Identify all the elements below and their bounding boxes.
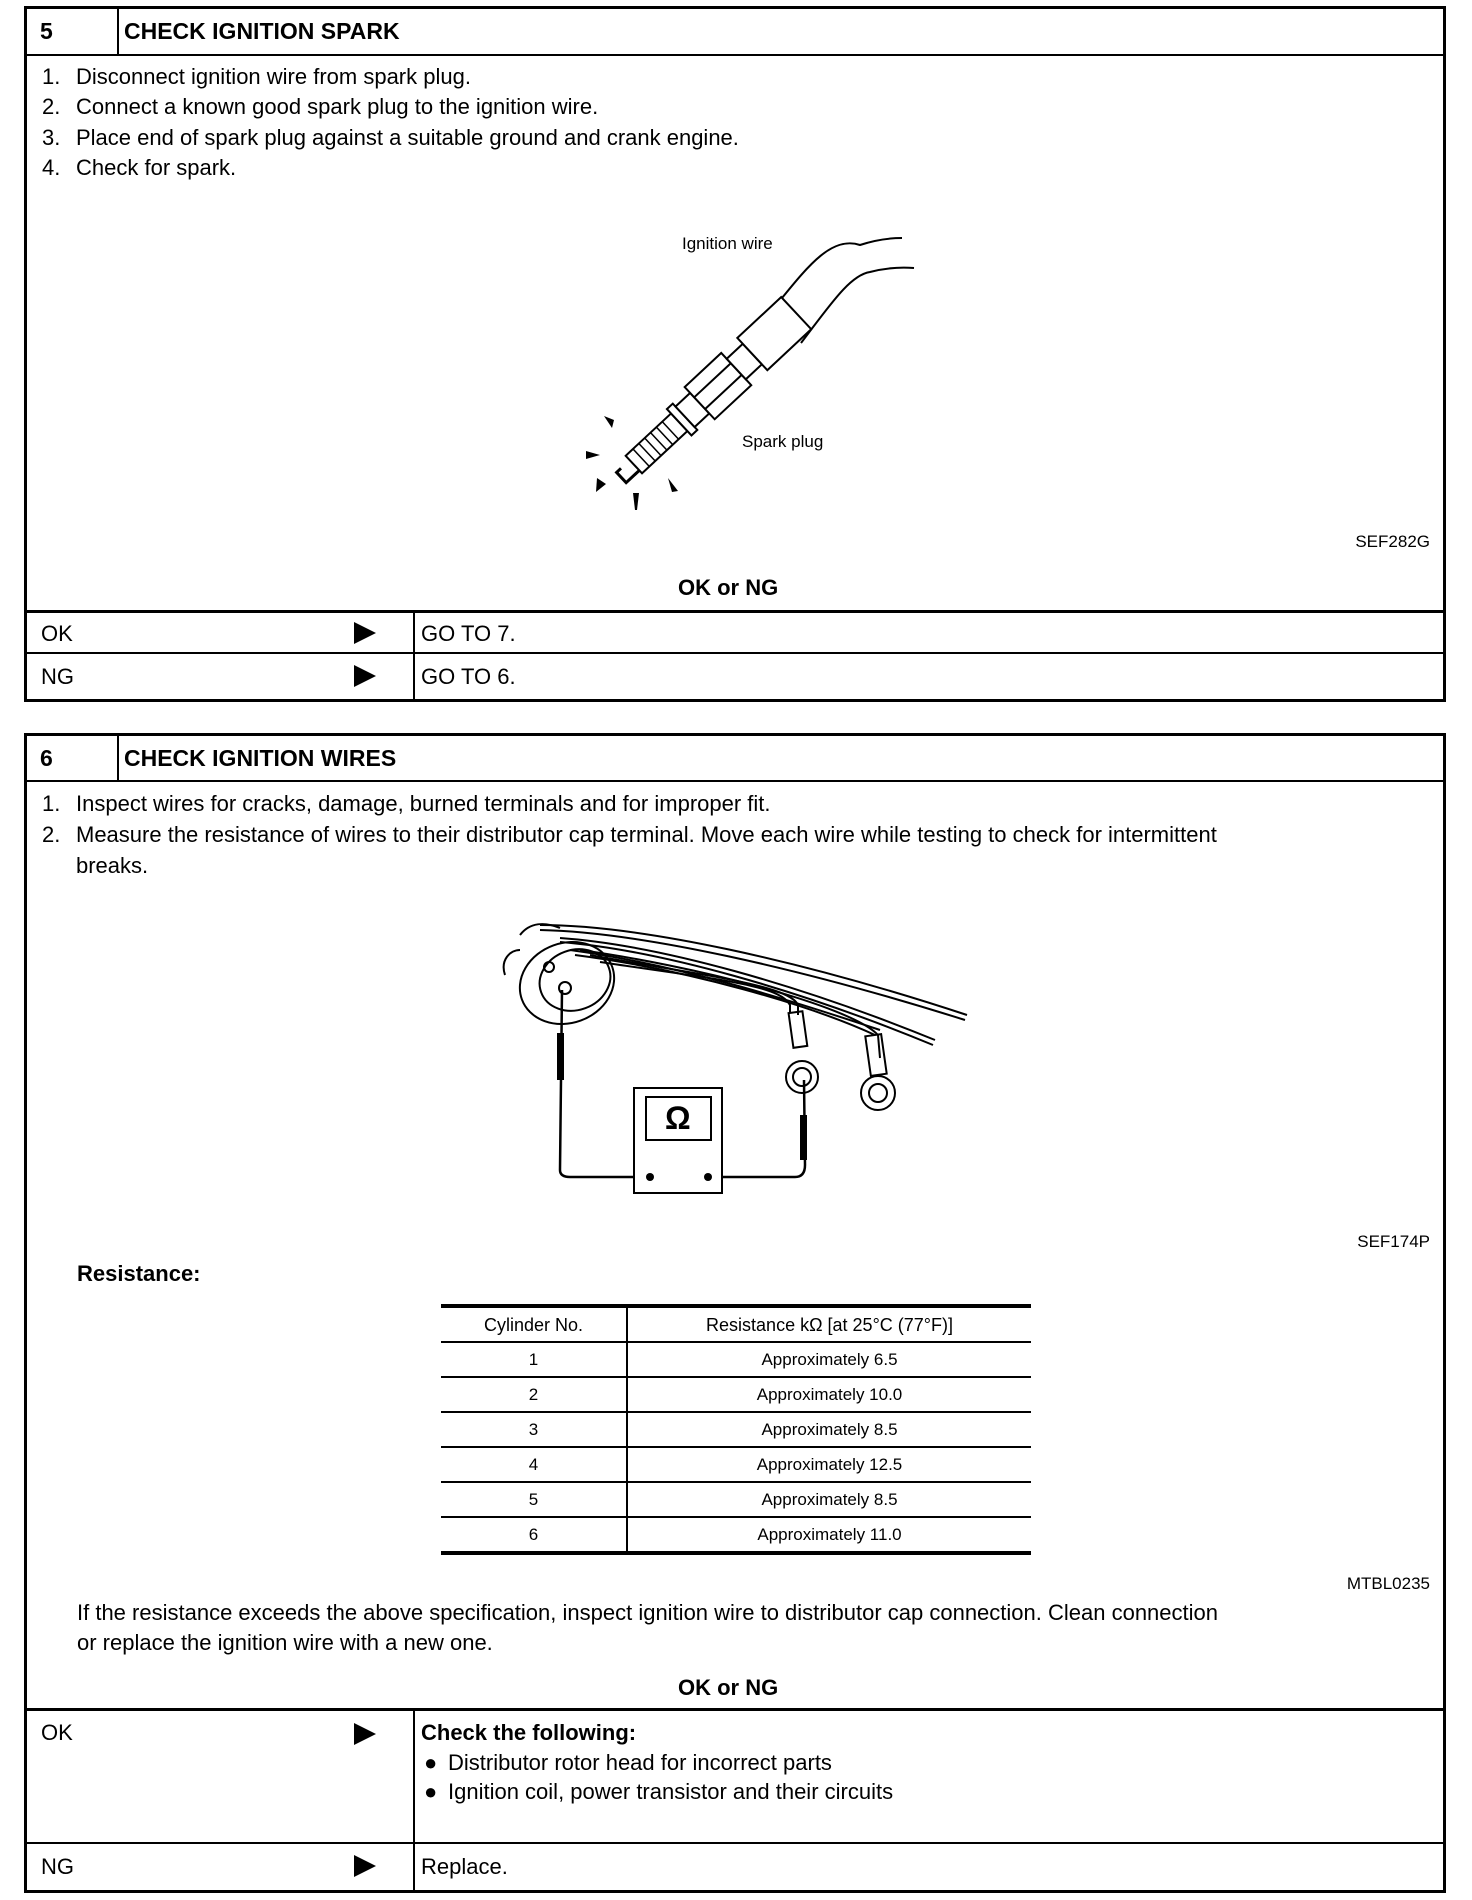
step5-ok-or-ng: OK or NG bbox=[678, 575, 779, 600]
ignition-wire-label: Ignition wire bbox=[682, 234, 773, 253]
ohm-symbol: Ω bbox=[665, 1100, 691, 1136]
resistance-value: Approximately 8.5 bbox=[761, 1419, 898, 1439]
step6-results-divider bbox=[24, 1708, 1446, 1711]
ok-check-item: Ignition coil, power transistor and their circuits bbox=[448, 1779, 894, 1804]
step5-step-num: 1. bbox=[42, 64, 61, 89]
cylinder-no: 1 bbox=[441, 1342, 627, 1377]
step5-title: CHECK IGNITION SPARK bbox=[124, 18, 400, 44]
table-header: Resistance kΩ [at 25°C (77°F)] bbox=[706, 1314, 953, 1335]
cylinder-no: 6 bbox=[441, 1517, 627, 1553]
bullet-icon: ● bbox=[424, 1750, 438, 1775]
table-row bbox=[441, 1377, 1031, 1412]
resistance-value: Approximately 8.5 bbox=[761, 1489, 898, 1509]
step5-number: 5 bbox=[40, 18, 53, 44]
resistance-value: Approximately 10.0 bbox=[756, 1384, 903, 1404]
step6-step-text-cont: breaks. bbox=[76, 853, 149, 878]
result-status-ok: OK bbox=[41, 621, 73, 646]
arrow-right-icon bbox=[354, 1855, 376, 1877]
resistance-table bbox=[441, 1304, 1031, 1555]
plug-boot-1 bbox=[786, 1011, 818, 1093]
step6-row-divider bbox=[24, 1842, 1446, 1844]
result-status-ng: NG bbox=[41, 1854, 74, 1879]
table-code: MTBL0235 bbox=[1346, 1574, 1430, 1593]
table-row bbox=[441, 1482, 1031, 1517]
result-action-ok: GO TO 7. bbox=[421, 621, 516, 646]
distributor-cap bbox=[504, 924, 626, 1037]
probe-right bbox=[800, 1115, 807, 1160]
arrow-right-icon bbox=[354, 1723, 376, 1745]
step6-ok-or-ng: OK or NG bbox=[678, 1675, 779, 1700]
step5-step-num: 3. bbox=[42, 125, 61, 150]
step5-step-num: 2. bbox=[42, 94, 61, 119]
resistance-value: Approximately 12.5 bbox=[756, 1454, 903, 1474]
resistance-value: Approximately 11.0 bbox=[757, 1524, 902, 1544]
step5-step-text: Disconnect ignition wire from spark plug. bbox=[76, 64, 471, 89]
result-status-ok: OK bbox=[41, 1720, 73, 1745]
note-text-cont: or replace the ignition wire with a new one. bbox=[77, 1630, 493, 1655]
step6-title: CHECK IGNITION WIRES bbox=[124, 745, 397, 771]
table-row bbox=[441, 1517, 1031, 1553]
step5-step-text: Connect a known good spark plug to the ignition wire. bbox=[76, 94, 599, 119]
ok-check-heading: Check the following: bbox=[421, 1720, 637, 1745]
result-action-ng: GO TO 6. bbox=[421, 664, 516, 689]
ok-check-item: Distributor rotor head for incorrect parts bbox=[448, 1750, 832, 1775]
cylinder-no: 3 bbox=[441, 1412, 627, 1447]
probe-left bbox=[557, 1033, 564, 1080]
table-row bbox=[441, 1342, 1031, 1377]
spark-plug-label: Spark plug bbox=[742, 432, 824, 451]
figure-code: SEF174P bbox=[1357, 1232, 1430, 1251]
cylinder-no: 2 bbox=[441, 1377, 627, 1412]
step6-step-num: 1. bbox=[42, 791, 61, 816]
step6-step-text: Inspect wires for cracks, damage, burned terminals and for improper fit. bbox=[76, 791, 771, 816]
resistance-value: Approximately 6.5 bbox=[761, 1349, 898, 1369]
cylinder-no: 5 bbox=[441, 1482, 627, 1517]
result-action-ng: Replace. bbox=[421, 1854, 508, 1879]
resistance-label: Resistance: bbox=[77, 1261, 201, 1286]
step6-col-divider bbox=[413, 1709, 415, 1891]
figure-code: SEF282G bbox=[1355, 532, 1430, 551]
note-text: If the resistance exceeds the above specification, inspect ignition wire to distributor cap connection. Clean connection bbox=[77, 1600, 1218, 1625]
step5-step-text: Check for spark. bbox=[76, 155, 237, 180]
cylinder-no: 4 bbox=[441, 1447, 627, 1482]
table-header: Cylinder No. bbox=[441, 1306, 627, 1342]
step5-step-text: Place end of spark plug against a suitable ground and crank engine. bbox=[76, 125, 739, 150]
bullet-icon: ● bbox=[424, 1779, 438, 1804]
meter-terminal bbox=[704, 1173, 712, 1181]
step5-step-num: 4. bbox=[42, 155, 61, 180]
ignition-wires bbox=[540, 925, 967, 1058]
step6-step-text: Measure the resistance of wires to their distributor cap terminal. Move each wire while testing to check for intermittent bbox=[76, 822, 1217, 847]
step6-step-num: 2. bbox=[42, 822, 61, 847]
table-header-row bbox=[441, 1306, 1031, 1342]
step6-number: 6 bbox=[40, 745, 53, 771]
result-status-ng: NG bbox=[41, 664, 74, 689]
table-row bbox=[441, 1412, 1031, 1447]
meter-terminal bbox=[646, 1173, 654, 1181]
table-row bbox=[441, 1447, 1031, 1482]
